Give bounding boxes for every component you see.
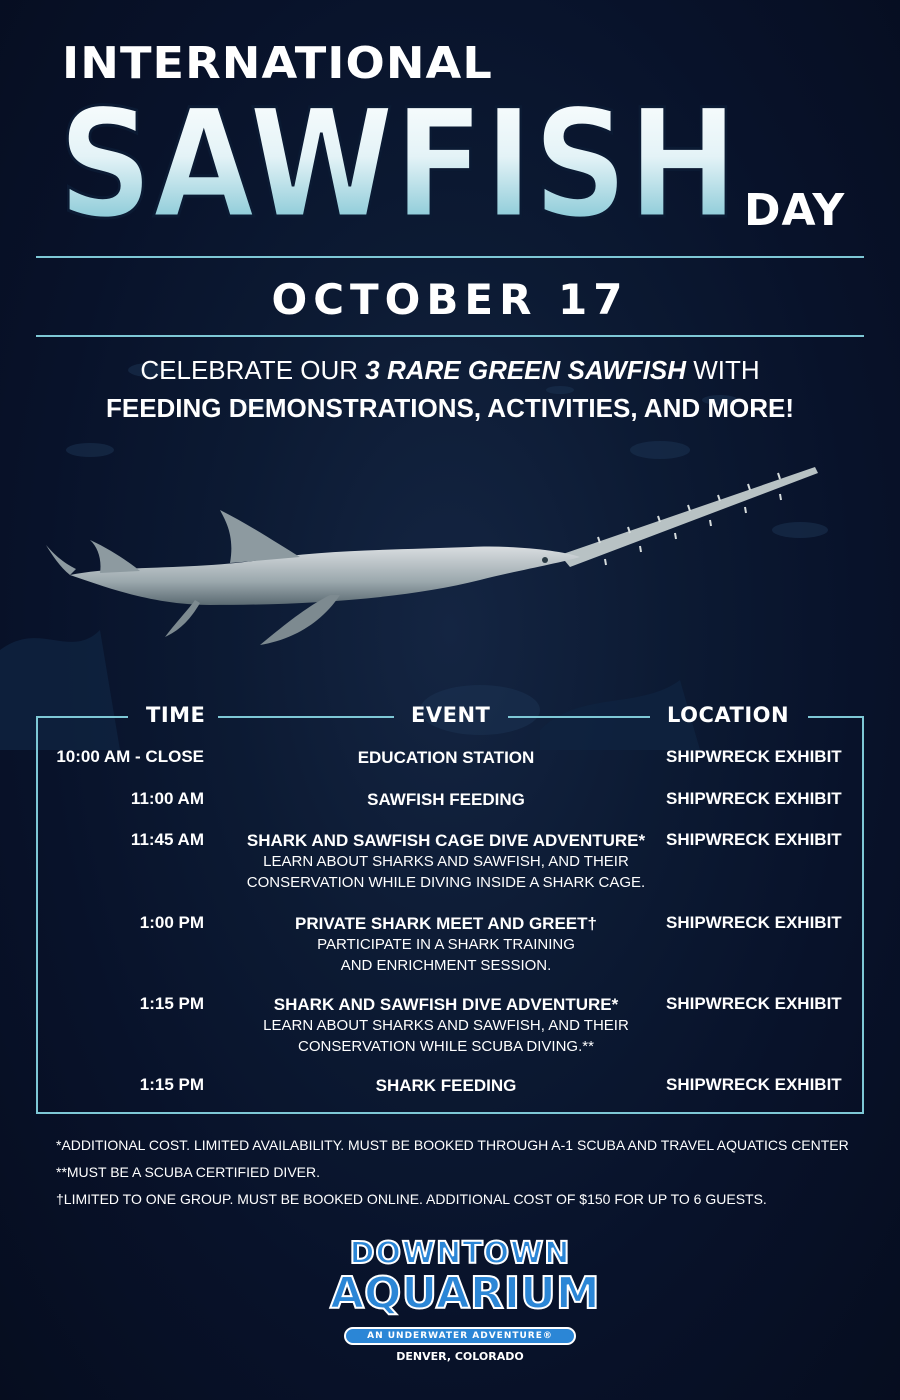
intro-emphasis: 3 RARE GREEN SAWFISH [365,355,686,385]
divider-top [36,256,864,258]
downtown-aquarium-logo [330,1236,600,1376]
column-header-location: LOCATION [667,703,790,727]
logo-city: DENVER, COLORADO [396,1350,524,1363]
row-event-name: SAWFISH FEEDING [367,790,525,809]
intro-line-1 [0,355,900,386]
logo-line-downtown: DOWNTOWN [349,1236,571,1271]
row-event-description: AND ENRICHMENT SESSION. [340,957,552,974]
footnote-scuba-certified: **MUST BE A SCUBA CERTIFIED DIVER. [56,1164,320,1180]
row-event [226,1075,666,1096]
row-time: 10:00 AM - CLOSE [56,747,204,766]
footnote-additional-cost: *ADDITIONAL COST. LIMITED AVAILABILITY. MUST BE BOOKED THROUGH A-1 SCUBA AND TRAVEL AQUATICS CENTER [56,1137,849,1153]
row-event-description: LEARN ABOUT SHARKS AND SAWFISH, AND THEIR [263,853,629,870]
row-time: 1:15 PM [139,994,204,1013]
row-event [226,830,666,893]
row-time: 11:00 AM [130,789,204,808]
logo-tagline: AN UNDERWATER ADVENTURE® [344,1327,576,1345]
row-event-description: CONSERVATION WHILE SCUBA DIVING.** [298,1038,594,1055]
row-event [226,994,666,1057]
column-header-time: TIME [146,703,206,727]
row-location: SHIPWRECK EXHIBIT [666,789,842,808]
column-header-event: EVENT [411,703,491,727]
row-time: 11:45 AM [130,830,204,849]
title-line-day: DAY [744,185,846,236]
row-event-name: SHARK FEEDING [375,1076,517,1095]
divider-bottom [36,335,864,337]
title-sawfish-text: SAWFISH [58,88,738,238]
header-rule-mid-2 [508,716,650,718]
row-event-name: SHARK AND SAWFISH DIVE ADVENTURE* [273,995,619,1014]
row-location: SHIPWRECK EXHIBIT [666,747,842,766]
row-event-description: PARTICIPATE IN A SHARK TRAINING [317,936,575,953]
row-event [226,913,666,976]
row-event-name: SHARK AND SAWFISH CAGE DIVE ADVENTURE* [246,831,646,850]
intro-line-2: FEEDING DEMONSTRATIONS, ACTIVITIES, AND MORE! [105,393,795,423]
row-event-name: EDUCATION STATION [357,748,535,767]
title-line-international: INTERNATIONAL [62,38,493,89]
row-event-name: PRIVATE SHARK MEET AND GREET† [295,914,597,933]
row-time: 1:00 PM [139,913,204,932]
header-rule-mid-1 [218,716,394,718]
intro-text-start: CELEBRATE OUR [140,355,366,385]
row-location: SHIPWRECK EXHIBIT [666,1075,842,1094]
header-rule-right [808,716,864,718]
row-time: 1:15 PM [139,1075,204,1094]
intro-text-end: WITH [685,355,760,385]
event-date: OCTOBER 17 [271,275,629,324]
row-location: SHIPWRECK EXHIBIT [666,830,842,849]
row-event [226,747,666,768]
row-event [226,789,666,810]
title-sawfish [58,88,748,238]
footnote-one-group: †LIMITED TO ONE GROUP. MUST BE BOOKED ONLINE. ADDITIONAL COST OF $150 FOR UP TO 6 GUESTS. [56,1191,767,1207]
logo-line-aquarium: AQUARIUM [330,1268,600,1319]
sawfish-illustration [40,455,840,685]
row-event-description: LEARN ABOUT SHARKS AND SAWFISH, AND THEIR [263,1017,629,1034]
row-location: SHIPWRECK EXHIBIT [666,913,842,932]
row-event-description: CONSERVATION WHILE DIVING INSIDE A SHARK CAGE. [246,874,646,891]
row-location: SHIPWRECK EXHIBIT [666,994,842,1013]
header-rule-left [36,716,128,718]
